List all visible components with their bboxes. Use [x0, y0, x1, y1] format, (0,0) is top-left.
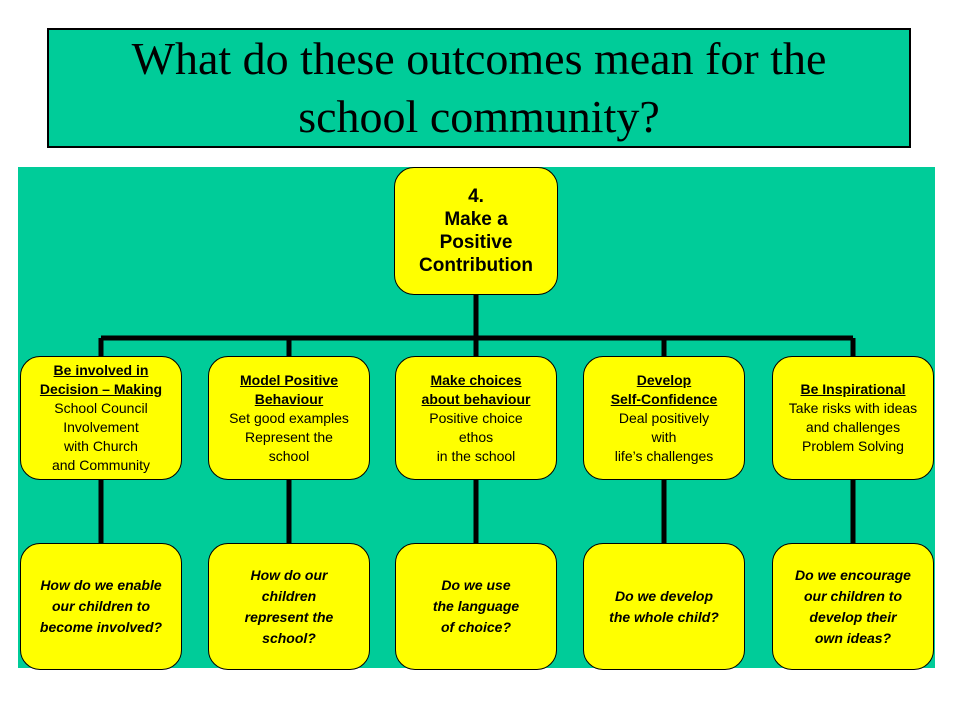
question-text: Do we use: [441, 577, 511, 593]
outcome-heading: Be Inspirational: [800, 381, 906, 397]
outcome-text: and challenges: [805, 419, 901, 435]
question-text: represent the: [244, 608, 334, 625]
root-line-3: Positive: [439, 232, 513, 253]
outcome-text: school: [268, 447, 310, 464]
outcome-node-confidence: [583, 356, 745, 480]
outcome-text: Positive choice: [429, 409, 523, 426]
outcome-heading: Make choices: [430, 371, 522, 388]
outcome-heading: Self-Confidence: [610, 390, 718, 407]
outcome-text: and Community: [51, 457, 151, 473]
question-text: of choice?: [440, 619, 511, 635]
outcome-node-choices: [395, 356, 557, 480]
question-text: the language: [432, 598, 520, 614]
question-node-confidence: [583, 543, 745, 670]
outcome-heading: Model Positive: [239, 371, 339, 388]
outcome-text: Take risks with ideas: [788, 400, 918, 416]
outcome-text: Set good examples: [229, 409, 349, 426]
question-text: school?: [262, 629, 316, 646]
question-text: our children to: [804, 587, 902, 604]
outcome-text: Problem Solving: [802, 438, 904, 454]
root-line-4: Contribution: [419, 255, 533, 276]
outcome-text: with Church: [64, 438, 138, 454]
question-text: own ideas?: [814, 629, 892, 646]
outcome-text: School Council: [54, 400, 148, 416]
question-text: become involved?: [39, 619, 163, 635]
question-text: Do we develop: [614, 587, 714, 604]
question-text: the whole child?: [609, 608, 719, 625]
outcome-heading: Decision – Making: [39, 381, 163, 397]
outcome-heading: Be involved in: [53, 362, 149, 378]
question-node-inspirational: [772, 543, 934, 670]
outcome-text: in the school: [436, 447, 516, 464]
outcome-text: with: [651, 428, 677, 445]
outcome-heading: Develop: [636, 371, 692, 388]
question-text: Do we encourage: [795, 566, 911, 583]
outcome-text: Represent the: [245, 428, 333, 445]
question-text: our children to: [52, 598, 150, 614]
question-node-choices: [395, 543, 557, 670]
outcome-heading: about behaviour: [421, 390, 531, 407]
root-number: 4.: [468, 186, 484, 207]
outcome-text: life’s challenges: [614, 447, 714, 464]
outcome-node-behaviour: [208, 356, 370, 480]
outcome-text: ethos: [458, 428, 494, 445]
outcome-text: Deal positively: [618, 409, 710, 426]
outcome-node-involved: [20, 356, 182, 480]
outcome-text: Involvement: [63, 419, 139, 435]
page-title: What do these outcomes mean for the school community?: [131, 33, 827, 142]
question-text: How do our: [250, 566, 328, 583]
question-text: develop their: [809, 608, 897, 625]
root-node: [394, 167, 558, 295]
outcome-heading: Behaviour: [254, 390, 324, 407]
question-node-involved: [20, 543, 182, 670]
question-text: How do we enable: [40, 577, 162, 593]
root-line-2: Make a: [444, 209, 508, 230]
question-node-behaviour: [208, 543, 370, 670]
outcome-node-inspirational: [772, 356, 934, 480]
question-text: children: [261, 587, 317, 604]
